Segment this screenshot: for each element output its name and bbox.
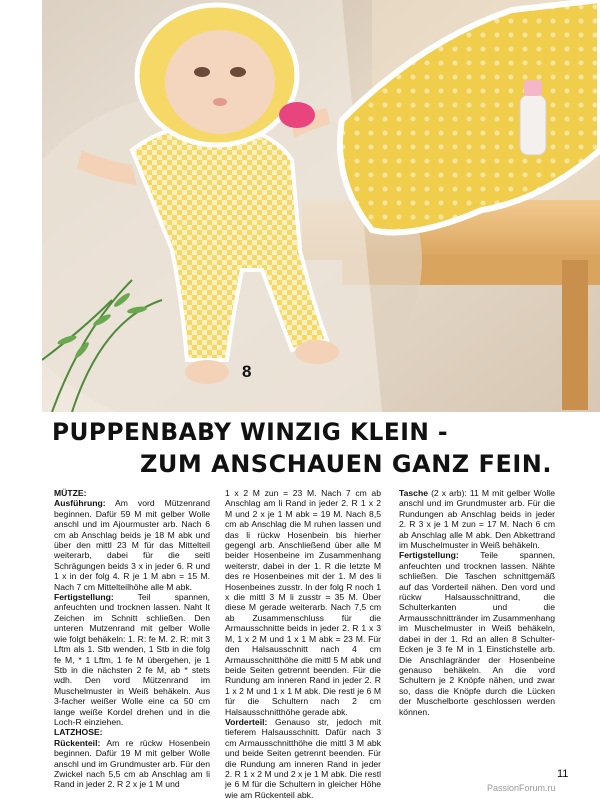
paragraph bbox=[399, 488, 555, 550]
paragraph bbox=[399, 550, 555, 717]
column-1 bbox=[54, 488, 210, 790]
paragraph-text: Teil spannen, anfeuchten und trocknen lassen. Naht It Zeichen im Schnitt schließen. Den unteren Mutzenrand mit gelber Wolle wie folgt behäkeln: 1. R: fe M. 2. R: mit 3 Lftm als 1. Stb wenden, 1 Stb in die folg fe M, * 1 Lftm, 1 fe M übergehen, je 1 Stb in die nächsten 2 fe M, ab * stets wdh. Den vord Mützenrand im Muschelmuster in Weiß behäkeln. Aus 3-facher weißer Wolle eine ca 50 cm lange weiße Kordel drehen und in die Loch-R einziehen. bbox=[54, 592, 210, 727]
paragraph-label: Vorderteil: bbox=[225, 716, 268, 727]
paragraph-text: (2 x arb): 11 M mit gelber Wolle anschl und im Grundmuster arb. Für die Rundungen ab Anschlag beids in jeder 2. R 3 x je 1 M zun = 17 M. Nach 6 cm ab Anschlag alle M abk. Den Abkettrand im Muschelmuster in Weiß behäkeln. bbox=[399, 488, 555, 551]
paragraph bbox=[54, 738, 210, 790]
photo-illustration bbox=[42, 0, 600, 412]
paragraph bbox=[225, 717, 381, 800]
page-number: 11 bbox=[557, 768, 569, 780]
pacifier bbox=[279, 102, 315, 128]
paragraph-label: Tasche bbox=[399, 488, 428, 498]
paragraph-label: Fertigstellung: bbox=[54, 592, 114, 603]
paragraph-text: Teile spannen, anfeuchten und trocknen lassen. Nähte schließen. Die Taschen schnittgemäß auf das Vorderteil nähen. Den vord und rückw Halsausschnittrand, die Schulterkanten und die Armausschnittränder im Zusammenhang im Muschelmuster in Weiß behäkeln, dabei in der 1. Rd an allen 8 Schulter-Ecken je 3 fe M in 1 Einstichstelle arb. Die Anschlagränder der Hosenbeine genauso behäkeln. An die vord Schultern je 2 Knöpfe nähen, und zwar so, dass die Knöpfe durch die Lücken der Muschelborte geschlossen werden können. bbox=[399, 550, 555, 717]
column-3 bbox=[399, 488, 555, 717]
photo-number: 8 bbox=[242, 362, 252, 381]
doll-face bbox=[165, 30, 275, 134]
paragraph-text: Am vord Mützenrand beginnen. Dafür 59 M mit gelber Wolle anschl und im Ajourmuster arb. Nach 6 cm ab Anschlag beids je 18 M abk und über den mittl 23 M für das Mittelteil weiterarb, dabei für die seitl Schrägungen beids 3 x in jeder 6. R und 1 x in der folg 4. R je 1 M abn = 15 M. Nach 7 cm Mittelteilhöhe alle M abk. bbox=[54, 498, 210, 592]
section-heading-muetze: MÜTZE: bbox=[54, 488, 87, 498]
headline-line-1: PUPPENBABY WINZIG KLEIN - bbox=[52, 418, 449, 446]
paragraph-label: Rückenteil: bbox=[54, 737, 101, 748]
headline bbox=[52, 418, 572, 478]
paragraph bbox=[54, 592, 210, 727]
paragraph-text: Am re rückw Hosenbein beginnen. Dafür 19 M mit gelber Wolle anschl und im Grundmuster arb. Für den Zwickel nach 5,5 cm ab Anschlag am li Rand in jeder 2. R 2 x je 1 M und bbox=[54, 737, 210, 790]
paragraph-label: Ausführung: bbox=[54, 498, 106, 509]
paragraph-text: Genauso str, jedoch mit tieferem Halsausschnitt. Dafür nach 3 cm Armausschnitthöhe die mittl 3 M abk und beide Seiten getrennt beenden. Für die Rundung am inneren Rand in jeder 2. R 1 x 2 M und 2 x je 1 M abk. Die restl je 6 M für die Schultern in gleicher Höhe wie am Rückenteil abk. bbox=[225, 716, 381, 800]
cover-photo bbox=[42, 0, 600, 412]
section-heading-latzhose: LATZHOSE: bbox=[54, 727, 103, 738]
paragraph bbox=[54, 498, 210, 592]
paragraph-label: Fertigstellung: bbox=[399, 550, 459, 561]
watermark: PassionForum.ru bbox=[487, 783, 556, 793]
paragraph: 1 x 2 M zun = 23 M. Nach 7 cm ab Anschlag am li Rand in jeder 2. R 1 x 2 M und 2 x je 1 M abk = 19 M. Nach 8,5 cm ab Anschlag die M ruhen lassen und das li rückw Hosenbein bis hierher gegengl arb. Anschließend über alle M beider Hosenbeine im Zusammenhang weiterstr, dabei in der 1. R die letzte M des re Hosenbeines mit der 1. M des li Hosenbeines zusstr. In der folg R noch 1 x die mittl 3 M li zusstr = 35 M. Über diese M gerade weiterarb. Nach 7,5 cm ab Zusammenschluss für die Armausschnitte beids in jeder 2. R 1 x 3 M, 1 x 2 M und 1 x 1 M abk = 23 M. Für den Halsausschnitt nach 4 cm Armausschnitthöhe die mittl 5 M abk und beide Seiten getrennt beenden. Für die Rundung am inneren Rand in jeder 2. R 1 x 2 M und 1 x 1 M abk. Die restl je 6 M für die Schultern nach 2 cm Halsausschnitthöhe gerade abk. bbox=[225, 488, 381, 717]
headline-line-2: ZUM ANSCHAUEN GANZ FEIN. bbox=[140, 450, 552, 478]
column-2 bbox=[225, 488, 381, 800]
